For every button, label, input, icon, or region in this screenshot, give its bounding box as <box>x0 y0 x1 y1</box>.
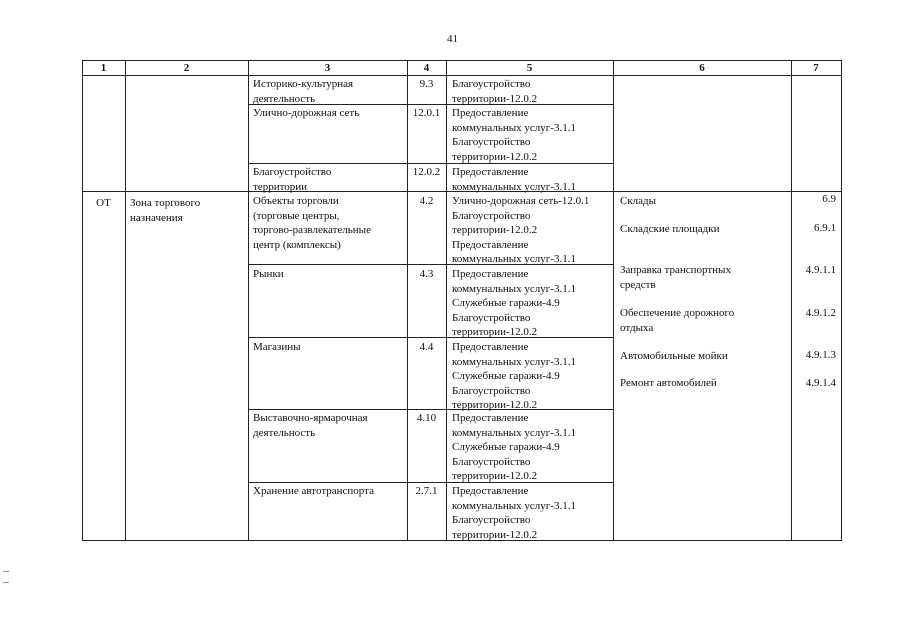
use-name: Благоустройство территории <box>253 166 332 193</box>
header-col-5: 5 <box>526 62 533 74</box>
use-name: Объекты торговли (торговые центры, торгово-развлекательные центр (комплексы) <box>253 195 371 251</box>
conditional-use-code: 4.9.1.3 <box>805 349 836 361</box>
column-divider <box>613 60 614 541</box>
auxiliary-uses: Предоставление коммунальных услуг-3.1.1 <box>452 166 576 193</box>
auxiliary-uses: Предоставление коммунальных услуг-3.1.1 Благоустройство территории-12.0.2 <box>452 107 576 163</box>
table-right-border <box>841 60 842 541</box>
use-code: 4.4 <box>419 341 434 353</box>
column-divider <box>446 60 447 541</box>
zone-code: ОТ <box>96 197 111 209</box>
header-col-2: 2 <box>183 62 190 74</box>
conditional-use-name: Обеспечение дорожного отдыха <box>620 307 735 334</box>
auxiliary-uses: Предоставление коммунальных услуг-3.1.1 Служебные гаражи-4.9 Благоустройство территории-12.0.2 <box>452 412 576 483</box>
use-name: Выставочно-ярмарочная деятельность <box>253 412 368 439</box>
auxiliary-uses: Предоставление коммунальных услуг-3.1.1 Служебные гаражи-4.9 Благоустройство территории-12.0.2 <box>452 268 576 339</box>
use-code: 12.0.2 <box>412 166 441 178</box>
conditional-use-code: 6.9 <box>822 193 836 205</box>
auxiliary-uses: Предоставление коммунальных услуг-3.1.1 Служебные гаражи-4.9 Благоустройство территории-12.0.2 <box>452 341 576 412</box>
use-name: Историко-культурная деятельность <box>253 78 354 105</box>
use-code: 9.3 <box>419 78 434 90</box>
column-divider <box>407 60 408 541</box>
conditional-use-code: 4.9.1.1 <box>805 264 836 276</box>
header-col-1: 1 <box>100 62 107 74</box>
header-col-4: 4 <box>423 62 430 74</box>
table-left-border <box>82 60 83 541</box>
use-name: Улично-дорожная сеть <box>253 107 360 119</box>
conditional-use-code: 4.9.1.4 <box>805 377 836 389</box>
conditional-use-name: Автомобильные мойки <box>620 350 728 362</box>
scan-artifact <box>3 571 9 572</box>
conditional-use-name: Складские площадки <box>620 223 720 235</box>
use-name: Хранение автотранспорта <box>253 485 374 497</box>
scan-artifact <box>3 582 9 583</box>
use-code: 4.10 <box>416 412 437 424</box>
conditional-use-name: Заправка транспортных средств <box>620 264 731 291</box>
conditional-use-name: Ремонт автомобилей <box>620 377 717 389</box>
column-divider <box>791 60 792 541</box>
header-col-7: 7 <box>813 62 819 74</box>
auxiliary-uses: Улично-дорожная сеть-12.0.1 Благоустройство территории-12.0.2 Предоставление коммунальных услуг-3.1.1 <box>452 195 590 266</box>
conditional-use-name: Склады <box>620 195 657 207</box>
conditional-use-code: 4.9.1.2 <box>805 307 836 319</box>
header-col-3: 3 <box>324 62 331 74</box>
use-name: Рынки <box>253 268 284 280</box>
column-divider <box>125 60 126 541</box>
zone-name: Зона торгового назначения <box>130 197 201 224</box>
use-name: Магазины <box>253 341 301 353</box>
column-divider <box>248 60 249 541</box>
use-code: 4.2 <box>419 195 434 207</box>
header-col-6: 6 <box>699 62 705 74</box>
use-code: 4.3 <box>419 268 434 280</box>
auxiliary-uses: Предоставление коммунальных услуг-3.1.1 Благоустройство территории-12.0.2 <box>452 485 576 541</box>
conditional-use-code: 6.9.1 <box>814 222 836 234</box>
use-code: 2.7.1 <box>415 485 438 497</box>
auxiliary-uses: Благоустройство территории-12.0.2 <box>452 78 538 105</box>
page-number: 41 <box>447 33 458 45</box>
use-code: 12.0.1 <box>412 107 441 119</box>
header-bottom-border <box>82 75 842 76</box>
